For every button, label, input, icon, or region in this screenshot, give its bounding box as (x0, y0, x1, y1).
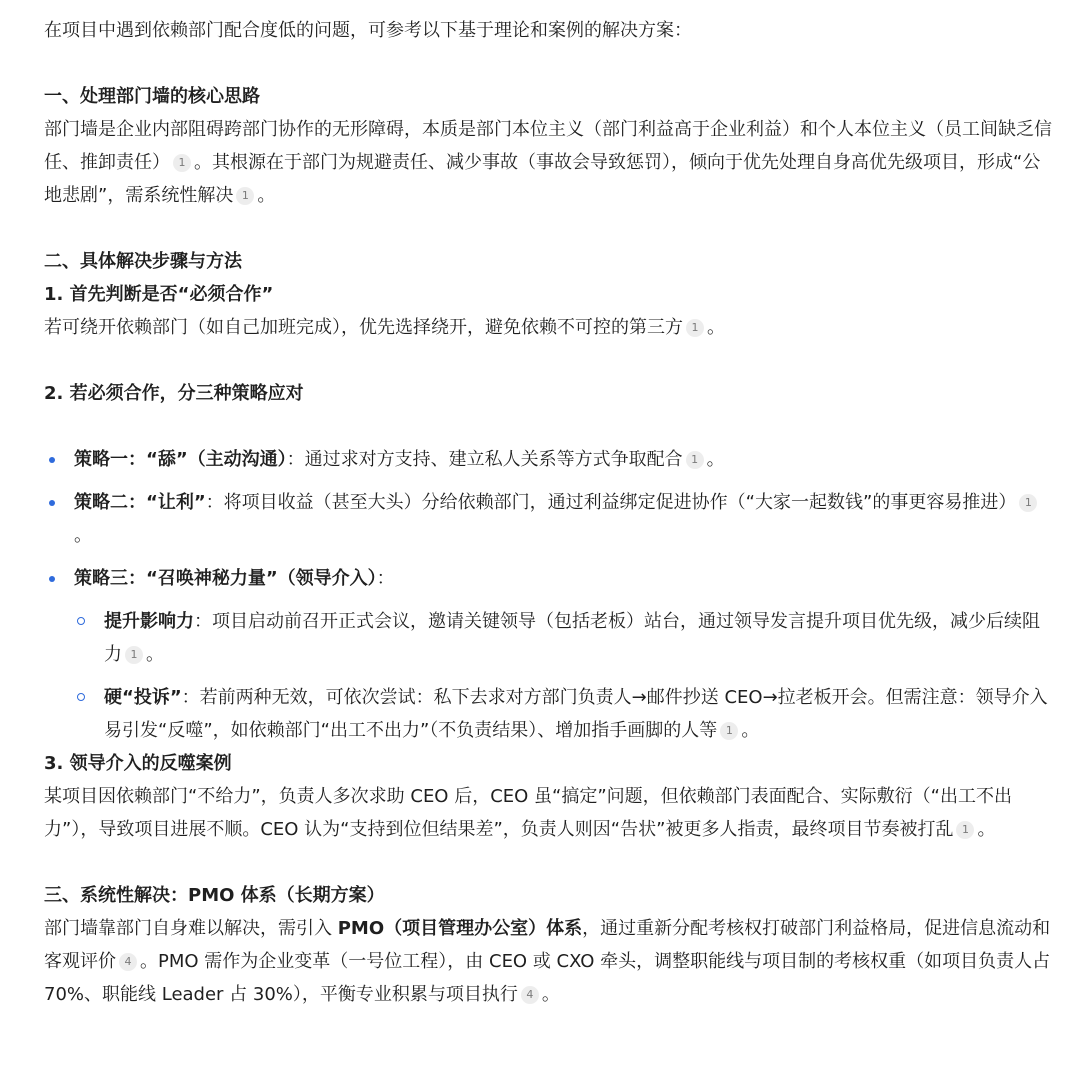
strategy-item-3: 策略三：“召唤神秘力量”（领导介入）： (44, 562, 1054, 595)
citation-badge[interactable]: 1 (125, 646, 143, 664)
citation-badge[interactable]: 1 (686, 451, 704, 469)
section-3-heading: 三、系统性解决：PMO 体系（长期方案） (44, 885, 385, 906)
citation-badge[interactable]: 1 (956, 821, 974, 839)
section-1-heading: 一、处理部门墙的核心思路 (44, 86, 260, 107)
intro-text: 在项目中遇到依赖部门配合度低的问题，可参考以下基于理论和案例的解决方案： (44, 20, 692, 41)
subsection-1-text: 若可绕开依赖部门（如自己加班完成），优先选择绕开，避免依赖不可控的第三方 1 。 (44, 317, 725, 338)
strategy-3-subitem-1: 提升影响力：项目启动前召开正式会议，邀请关键领导（包括老板）站台，通过领导发言提升项目优先级，减少后续阻力 1 。 (44, 605, 1054, 671)
subsection-1-heading: 1. 首先判断是否“必须合作” (44, 284, 274, 305)
strategy-item-2: 策略二：“让利”：将项目收益（甚至大头）分给依赖部门，通过利益绑定促进协作（“大家一起数钱”的事更容易推进） 1。 (44, 486, 1054, 552)
citation-badge[interactable]: 1 (686, 319, 704, 337)
citation-badge[interactable]: 1 (1019, 494, 1037, 512)
subsection-3-text: 某项目因依赖部门“不给力”，负责人多次求助 CEO 后，CEO 虽“搞定”问题，但依赖部门表面配合、实际敷衍（“出工不出力”），导致项目进展不顺。CEO 认为“支持到位但结果差”，负责人则因“告状”被更多人指责，最终项目节奏被打乱 1 。 (44, 786, 1013, 840)
citation-badge[interactable]: 4 (119, 953, 137, 971)
strategy-3-subitem-2: 硬“投诉”：若前两种无效，可依次尝试：私下去求对方部门负责人→邮件抄送 CEO→拉老板开会。但需注意：领导介入易引发“反噬”，如依赖部门“出工不出力”（不负责结果）、增加指手画脚的人等 1 。 (44, 681, 1054, 747)
strategy-list (44, 443, 1054, 747)
section-1-paragraph: 部门墙是企业内部阻碍跨部门协作的无形障碍，本质是部门本位主义（部门利益高于企业利益）和个人本位主义（员工间缺乏信任、推卸责任） 1 。其根源在于部门为规避责任、减少事故（事故会导致惩罚），倾向于优先处理自身高优先级项目，形成“公地悲剧”，需系统性解决 1 。 (44, 119, 1052, 206)
section-2-heading: 二、具体解决步骤与方法 (44, 251, 242, 272)
citation-badge[interactable]: 1 (720, 722, 738, 740)
section-3-paragraph: 部门墙靠部门自身难以解决，需引入 PMO（项目管理办公室）体系，通过重新分配考核权打破部门利益格局，促进信息流动和客观评价 4 。PMO 需作为企业变革（一号位工程），由 CEO 或 CXO 牵头，调整职能线与项目制的考核权重（如项目负责人占 70%、职能线 Leader 占 30%），平衡专业积累与项目执行 4 。 (44, 918, 1051, 1005)
citation-badge[interactable]: 1 (173, 154, 191, 172)
subsection-2-heading: 2. 若必须合作，分三种策略应对 (44, 383, 304, 404)
citation-badge[interactable]: 1 (236, 187, 254, 205)
citation-badge[interactable]: 4 (521, 986, 539, 1004)
subsection-3-heading: 3. 领导介入的反噬案例 (44, 753, 232, 774)
strategy-item-1: 策略一：“舔”（主动沟通）：通过求对方支持、建立私人关系等方式争取配合 1 。 (44, 443, 1054, 476)
